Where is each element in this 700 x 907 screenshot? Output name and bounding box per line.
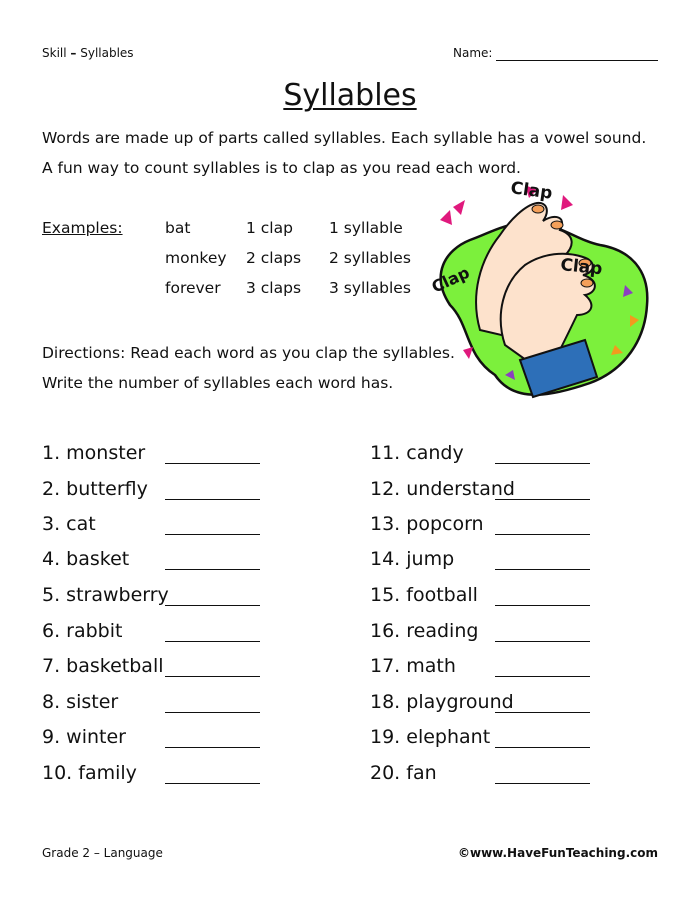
question-item: 14. jump [370, 548, 455, 570]
answer-line[interactable] [165, 676, 260, 677]
answer-line[interactable] [165, 534, 260, 535]
directions-line-1: Read each word as you clap the syllables. [130, 344, 455, 362]
example-syllables: 1 syllable [329, 219, 403, 237]
question-item: 15. football [370, 584, 478, 606]
question-item: 4. basket [42, 548, 130, 570]
clap-word-3: Clap [428, 262, 473, 297]
answer-line[interactable] [495, 499, 590, 500]
question-item: 19. elephant [370, 726, 491, 748]
answer-line[interactable] [165, 499, 260, 500]
answer-line[interactable] [165, 747, 260, 748]
confetti-icon [453, 200, 465, 215]
question-item: 2. butterfly [42, 478, 148, 500]
question-item: 1. monster [42, 442, 146, 464]
question-item: 9. winter [42, 726, 126, 748]
example-word: monkey [165, 249, 227, 267]
directions-label: Directions: [42, 344, 126, 362]
directions [42, 338, 462, 398]
example-claps: 1 clap [246, 219, 293, 237]
question-item: 7. basketball [42, 655, 164, 677]
question-item: 6. rabbit [42, 620, 123, 642]
clapping-hands-illustration [425, 165, 670, 425]
nail-icon [532, 205, 544, 213]
answer-line[interactable] [495, 641, 590, 642]
question-item: 17. math [370, 655, 456, 677]
intro-line-2: A fun way to count syllables is to clap as you read each word. [42, 159, 521, 177]
question-item: 5. strawberry [42, 584, 169, 606]
clap-word-2: Clap [559, 255, 604, 280]
confetti-icon [440, 210, 452, 225]
example-syllables: 3 syllables [329, 279, 411, 297]
answer-line[interactable] [495, 463, 590, 464]
footer-grade: Grade 2 – Language [42, 846, 163, 860]
question-item: 11. candy [370, 442, 464, 464]
question-item: 13. popcorn [370, 513, 484, 535]
question-item: 12. understand [370, 478, 515, 500]
confetti-icon [561, 195, 573, 210]
answer-line[interactable] [495, 712, 590, 713]
answer-line[interactable] [165, 641, 260, 642]
skill-name: Syllables [80, 46, 134, 60]
question-item: 20. fan [370, 762, 437, 784]
clap-word-1: Clap [509, 178, 554, 204]
example-word: forever [165, 279, 221, 297]
examples-label: Examples: [42, 219, 123, 237]
answer-line[interactable] [495, 676, 590, 677]
directions-line-2: Write the number of syllables each word has. [42, 374, 394, 392]
name-label: Name: [453, 46, 493, 60]
skill-dash: – [70, 46, 77, 60]
example-claps: 3 claps [246, 279, 302, 297]
question-item: 10. family [42, 762, 137, 784]
question-item: 16. reading [370, 620, 479, 642]
nail-icon [581, 279, 593, 287]
question-item: 18. playground [370, 691, 514, 713]
answer-line[interactable] [495, 569, 590, 570]
example-word: bat [165, 219, 191, 237]
skill-header [42, 46, 134, 60]
answer-line[interactable] [165, 712, 260, 713]
intro-line-1: Words are made up of parts called syllables. Each syllable has a vowel sound. [42, 129, 647, 147]
answer-line[interactable] [165, 783, 260, 784]
example-syllables: 2 syllables [329, 249, 411, 267]
skill-prefix: Skill [42, 46, 67, 60]
answer-line[interactable] [495, 783, 590, 784]
answer-line[interactable] [495, 747, 590, 748]
question-item: 3. cat [42, 513, 96, 535]
footer-copyright[interactable]: ©www.HaveFunTeaching.com [458, 846, 658, 860]
answer-line[interactable] [495, 605, 590, 606]
confetti-icon [463, 347, 473, 359]
answer-line[interactable] [165, 569, 260, 570]
example-claps: 2 claps [246, 249, 302, 267]
name-field-line[interactable] [496, 60, 658, 61]
question-item: 8. sister [42, 691, 119, 713]
nail-icon [551, 221, 563, 229]
answer-line[interactable] [165, 605, 260, 606]
page-title: Syllables [283, 78, 417, 113]
answer-line[interactable] [495, 534, 590, 535]
answer-line[interactable] [165, 463, 260, 464]
